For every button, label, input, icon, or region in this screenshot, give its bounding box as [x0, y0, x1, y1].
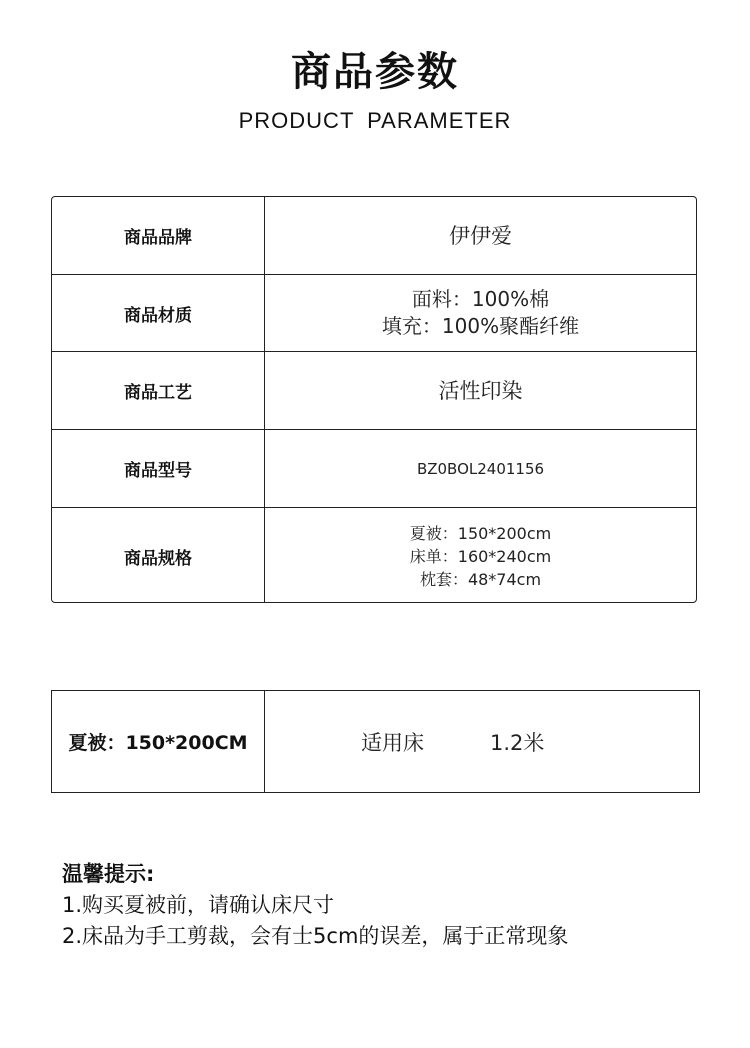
param-value-material [265, 275, 696, 351]
model-value: BZ0BOL2401156 [416, 459, 545, 478]
spec-pillowcase: 枕套：48*74cm [419, 569, 542, 589]
table-row-brand [52, 197, 696, 275]
param-label-material: 商品材质 [52, 275, 265, 351]
table-row-material [52, 275, 696, 352]
param-label-craft: 商品工艺 [52, 352, 265, 429]
material-filling: 填充：100%聚酯纤维 [381, 314, 580, 338]
size-label: 夏被：150*200CM [52, 691, 265, 792]
param-label-brand: 商品品牌 [52, 197, 265, 274]
tips-section [62, 858, 702, 952]
tips-line-1: 1.购买夏被前，请确认床尺寸 [62, 893, 335, 917]
brand-value: 伊伊爱 [449, 223, 512, 248]
param-value-craft [265, 352, 696, 429]
bed-value: 1.2米 [490, 730, 545, 755]
tips-line-2: 2.床品为手工剪裁，会有士5cm的误差，属于正常现象 [62, 924, 569, 948]
param-value-spec [265, 508, 696, 603]
parameter-table [51, 196, 697, 603]
page-subtitle: PRODUCT PARAMETER [238, 108, 512, 133]
bed-label: 适用床 [361, 730, 424, 755]
page-title: 商品参数 [291, 49, 459, 95]
param-value-model [265, 430, 696, 507]
param-label-spec: 商品规格 [52, 508, 265, 603]
spec-sheet: 床单：160*240cm [409, 546, 552, 566]
material-fabric: 面料：100%棉 [411, 287, 550, 311]
param-value-brand [265, 197, 696, 274]
param-label-model: 商品型号 [52, 430, 265, 507]
size-value [265, 691, 699, 792]
craft-value: 活性印染 [438, 378, 523, 403]
spec-quilt: 夏被：150*200cm [409, 523, 552, 543]
size-table [51, 690, 700, 793]
table-row-model [52, 430, 696, 508]
tips-title: 温馨提示: [62, 862, 155, 886]
table-row-spec [52, 508, 696, 603]
table-row-craft [52, 352, 696, 430]
